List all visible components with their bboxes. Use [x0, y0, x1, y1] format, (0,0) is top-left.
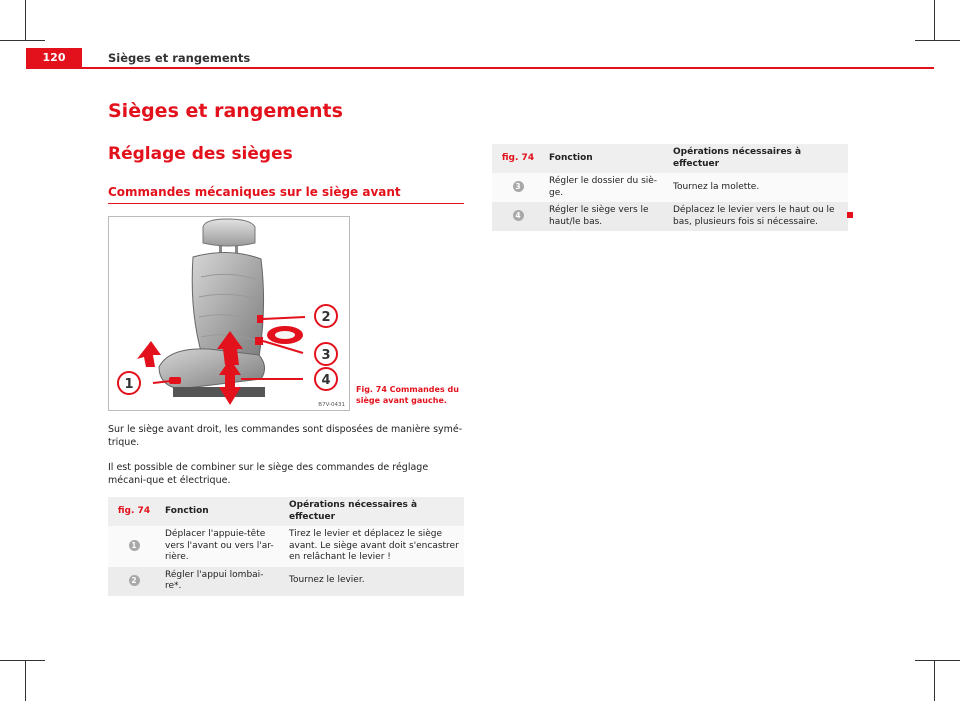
crop-mark: [25, 0, 26, 40]
subsection-heading: Commandes mécaniques sur le siège avant: [108, 185, 401, 199]
table-header-function: Fonction: [160, 497, 284, 526]
crop-mark: [915, 660, 960, 661]
table-header-function: Fonction: [544, 144, 668, 173]
function-cell: Régler le siège vers le haut/le bas.: [544, 202, 668, 231]
table-row: [492, 202, 848, 231]
function-cell: Déplacer l'appuie-tête vers l'avant ou vers l'ar-rière.: [160, 526, 284, 567]
leader-line-2: [263, 317, 305, 319]
marker-icon: 3: [513, 181, 524, 192]
knob-3: [255, 337, 263, 345]
callout-label-2: 2: [321, 310, 331, 325]
operation-cell: Déplacez le levier vers le haut ou le bas, plusieurs fois si nécessaire.: [668, 202, 848, 231]
table-header-operations: Opérations nécessaires à effectuer: [284, 497, 464, 526]
seat-illustration: [109, 217, 349, 410]
table-header-operations: Opérations nécessaires à effectuer: [668, 144, 848, 173]
table-row: [108, 567, 464, 596]
crop-mark: [934, 660, 935, 701]
seat-figure: [108, 216, 350, 411]
crop-mark: [915, 40, 960, 41]
table-header-fig: fig. 74: [492, 144, 544, 173]
table-header-row: [492, 144, 848, 173]
chapter-heading: Sièges et rangements: [108, 100, 343, 122]
operation-cell: Tournez le levier.: [284, 567, 464, 596]
operation-cell: Tournez la molette.: [668, 173, 848, 202]
crop-mark: [934, 0, 935, 40]
arrow-1: [137, 341, 161, 367]
table-header-row: [108, 497, 464, 526]
crop-mark: [0, 660, 45, 661]
figure-caption: Fig. 74 Commandes du siège avant gauche.: [356, 385, 459, 405]
rotary-arrow-2-inner: [275, 331, 295, 339]
section-heading: Réglage des sièges: [108, 144, 293, 164]
running-header-title: Sièges et rangements: [108, 51, 251, 65]
controls-table-right: [492, 144, 848, 231]
figure-ref-code: B7V-0431: [318, 402, 345, 408]
marker-icon: 2: [129, 575, 140, 586]
crop-mark: [25, 660, 26, 701]
subsection-rule: [108, 203, 464, 204]
marker-icon: 4: [513, 210, 524, 221]
table-header-fig: fig. 74: [108, 497, 160, 526]
controls-table-left: [108, 497, 464, 596]
seat-base: [173, 387, 265, 397]
header-rule: [26, 67, 934, 69]
end-of-section-marker: [847, 212, 853, 218]
crop-mark: [0, 40, 45, 41]
body-paragraph: Sur le siège avant droit, les commandes sont disposées de manière symé-trique.: [108, 424, 463, 448]
table-row: [492, 173, 848, 202]
operation-cell: Tirez le levier et déplacez le siège avant. Le siège avant doit s'encastrer en relâchant le levier !: [284, 526, 464, 567]
body-paragraph: Il est possible de combiner sur le siège des commandes de réglage mécani-que et électrique.: [108, 462, 429, 486]
page-number: 120: [42, 51, 66, 64]
callout-label-4: 4: [321, 373, 331, 388]
callout-label-3: 3: [321, 348, 331, 363]
marker-icon: 1: [129, 540, 140, 551]
lumbar-knob: [257, 315, 263, 323]
table-row: [108, 526, 464, 567]
function-cell: Régler l'appui lombai-re*.: [160, 567, 284, 596]
callout-label-1: 1: [124, 377, 134, 392]
function-cell: Régler le dossier du siè-ge.: [544, 173, 668, 202]
headrest: [203, 219, 255, 246]
